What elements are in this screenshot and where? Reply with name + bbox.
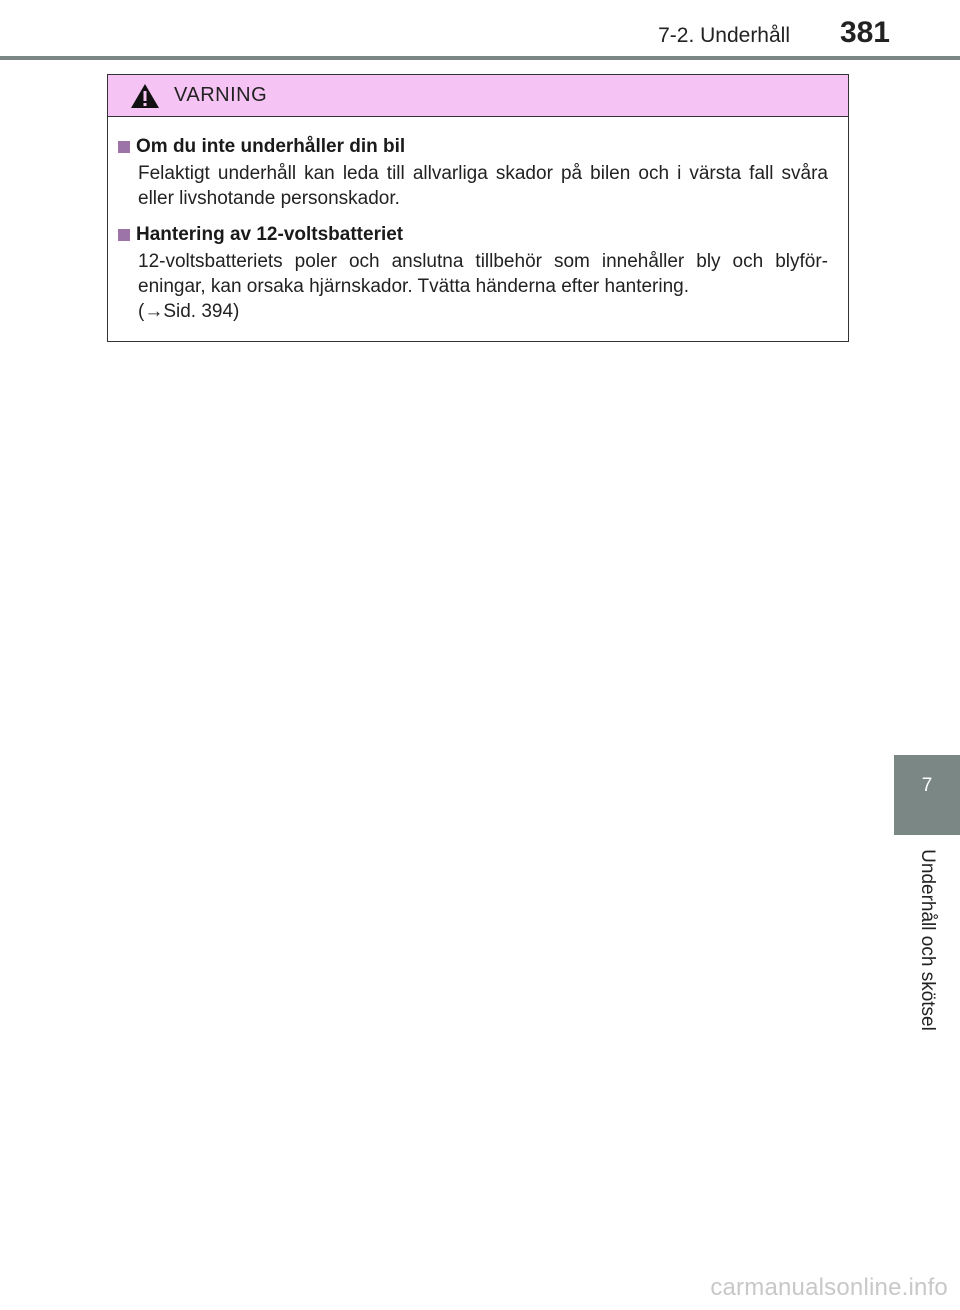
header-divider [0,56,960,60]
section-title: 7-2. Underhåll [658,24,790,47]
item-heading: Hantering av 12-voltsbatteriet [136,224,404,245]
square-bullet-icon [118,229,130,241]
warning-title: VARNING [174,84,268,106]
watermark: carmanualsonline.info [710,1274,948,1301]
item-heading: Om du inte underhåller din bil [136,136,406,157]
item-text: Felaktigt underhåll kan leda till allvarliga skador på bilen och i värsta fall svåra eller livshotande personskador. [138,163,828,209]
page-number: 381 [839,16,890,49]
warning-item [118,133,828,211]
chapter-number: 7 [921,775,933,796]
warning-box [107,74,849,342]
square-bullet-icon [118,141,130,153]
warning-header [108,75,848,117]
warning-triangle-icon [130,83,160,109]
chapter-label: Underhåll och skötsel [917,849,938,1031]
chapter-tab [894,755,960,835]
warning-item [118,221,828,324]
warning-body [108,117,848,324]
item-text: 12-voltsbatteriets poler och anslutna tillbehör som innehåller bly och blyför-eningar, kan orsaka hjärnskador. Tvätta händerna efter hantering. [138,251,828,297]
page-reference: (→Sid. 394) [138,301,240,322]
